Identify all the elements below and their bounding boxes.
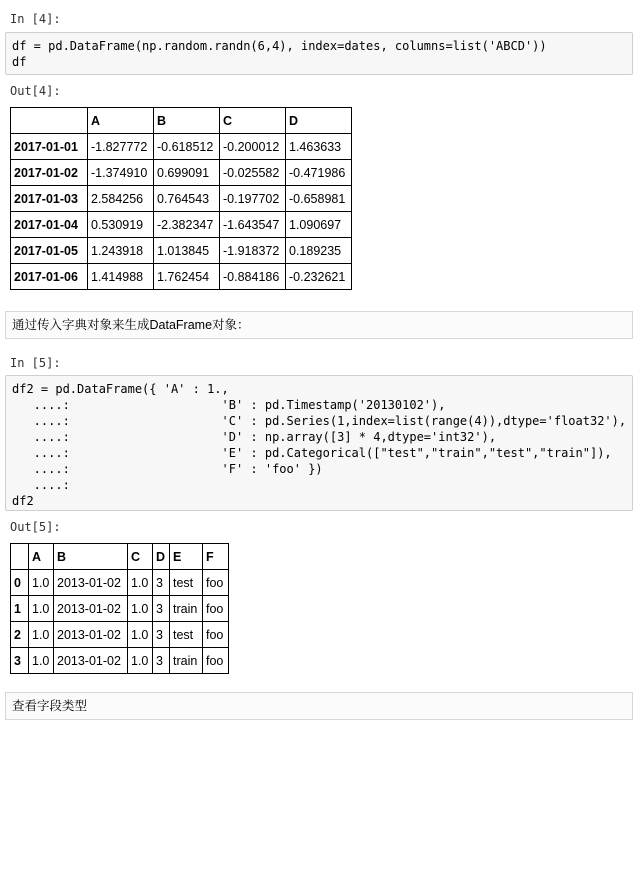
table-cell: -1.643547	[220, 212, 286, 238]
table-cell: 1.0	[29, 622, 54, 648]
table-row	[11, 622, 229, 648]
table-cell: 1.463633	[286, 134, 352, 160]
table-cell: 1.0	[29, 596, 54, 622]
table-cell: -0.884186	[220, 264, 286, 290]
table-row	[11, 570, 229, 596]
table-cell: 1.0	[128, 570, 153, 596]
out-prompt-5: Out[5]:	[10, 520, 61, 534]
table-cell: 1.0	[29, 648, 54, 674]
in-prompt-4: In [4]:	[10, 12, 61, 26]
table-cell: 3	[153, 648, 170, 674]
code-line: ....:	[12, 478, 70, 492]
table-row	[11, 134, 352, 160]
markdown-text: 查看字段类型	[12, 699, 88, 713]
table-cell: 1.762454	[154, 264, 220, 290]
table-cell: 2013-01-02	[54, 570, 128, 596]
column-header: B	[54, 544, 128, 570]
out-prompt-4: Out[4]:	[10, 84, 61, 98]
column-header: C	[220, 108, 286, 134]
table-cell: 2013-01-02	[54, 596, 128, 622]
row-index: 2017-01-05	[11, 238, 88, 264]
table-cell: 1.0	[128, 648, 153, 674]
table-cell: -0.197702	[220, 186, 286, 212]
table-cell: 1.090697	[286, 212, 352, 238]
dataframe-output-4	[10, 107, 352, 290]
row-index: 2017-01-06	[11, 264, 88, 290]
code-line: df2 = pd.DataFrame({ 'A' : 1.,	[12, 382, 229, 396]
row-index: 2017-01-03	[11, 186, 88, 212]
table-cell: 2013-01-02	[54, 648, 128, 674]
row-index: 3	[11, 648, 29, 674]
table-cell: foo	[203, 648, 229, 674]
table-row	[11, 160, 352, 186]
index-header	[11, 108, 88, 134]
table-cell: 3	[153, 570, 170, 596]
table-cell: 2013-01-02	[54, 622, 128, 648]
table-cell: -0.232621	[286, 264, 352, 290]
table-row	[11, 264, 352, 290]
dataframe-output-5	[10, 543, 229, 674]
row-index: 2017-01-01	[11, 134, 88, 160]
column-header: C	[128, 544, 153, 570]
column-header: A	[29, 544, 54, 570]
column-header: E	[170, 544, 203, 570]
index-header	[11, 544, 29, 570]
table-cell: 1.414988	[88, 264, 154, 290]
code-line: df2	[12, 494, 34, 508]
table-cell: 0.699091	[154, 160, 220, 186]
markdown-text: 通过传入字典对象来生成DataFrame对象：	[12, 318, 250, 332]
table-header-row	[11, 544, 229, 570]
table-cell: train	[170, 596, 203, 622]
table-row	[11, 238, 352, 264]
row-index: 0	[11, 570, 29, 596]
table-cell: -0.618512	[154, 134, 220, 160]
code-cell-5[interactable]	[5, 375, 633, 511]
table-cell: -0.471986	[286, 160, 352, 186]
table-row	[11, 648, 229, 674]
code-line: ....: 'F' : 'foo' })	[12, 462, 323, 476]
code-cell-4[interactable]	[5, 32, 633, 75]
table-cell: -0.025582	[220, 160, 286, 186]
table-cell: 2.584256	[88, 186, 154, 212]
table-cell: foo	[203, 596, 229, 622]
table-cell: -1.374910	[88, 160, 154, 186]
table-cell: 0.530919	[88, 212, 154, 238]
table-cell: 1.243918	[88, 238, 154, 264]
table-cell: 1.0	[29, 570, 54, 596]
code-line: ....: 'B' : pd.Timestamp('20130102'),	[12, 398, 446, 412]
table-cell: 1.0	[128, 622, 153, 648]
in-prompt-5: In [5]:	[10, 356, 61, 370]
table-row	[11, 186, 352, 212]
table-cell: test	[170, 570, 203, 596]
table-cell: 3	[153, 596, 170, 622]
markdown-cell-2[interactable]	[5, 692, 633, 720]
table-cell: -1.827772	[88, 134, 154, 160]
code-line: ....: 'C' : pd.Series(1,index=list(range(4)),dtype='float32'),	[12, 414, 627, 428]
table-cell: 0.189235	[286, 238, 352, 264]
table-cell: test	[170, 622, 203, 648]
table-cell: -0.658981	[286, 186, 352, 212]
table-cell: 0.764543	[154, 186, 220, 212]
table-header-row	[11, 108, 352, 134]
table-cell: -0.200012	[220, 134, 286, 160]
row-index: 2017-01-04	[11, 212, 88, 238]
code-line: ....: 'D' : np.array([3] * 4,dtype='int32'),	[12, 430, 497, 444]
table-row	[11, 212, 352, 238]
code-line: ....: 'E' : pd.Categorical(["test","train","test","train"]),	[12, 446, 612, 460]
markdown-cell-1[interactable]	[5, 311, 633, 339]
table-cell: -2.382347	[154, 212, 220, 238]
row-index: 2	[11, 622, 29, 648]
column-header: D	[286, 108, 352, 134]
table-cell: foo	[203, 622, 229, 648]
row-index: 1	[11, 596, 29, 622]
table-row	[11, 596, 229, 622]
table-cell: 1.0	[128, 596, 153, 622]
row-index: 2017-01-02	[11, 160, 88, 186]
code-line: df	[12, 55, 27, 69]
table-cell: 3	[153, 622, 170, 648]
column-header: D	[153, 544, 170, 570]
table-cell: train	[170, 648, 203, 674]
column-header: B	[154, 108, 220, 134]
table-cell: -1.918372	[220, 238, 286, 264]
table-cell: foo	[203, 570, 229, 596]
table-cell: 1.013845	[154, 238, 220, 264]
code-line: df = pd.DataFrame(np.random.randn(6,4), index=dates, columns=list('ABCD'))	[12, 39, 547, 53]
column-header: F	[203, 544, 229, 570]
column-header: A	[88, 108, 154, 134]
